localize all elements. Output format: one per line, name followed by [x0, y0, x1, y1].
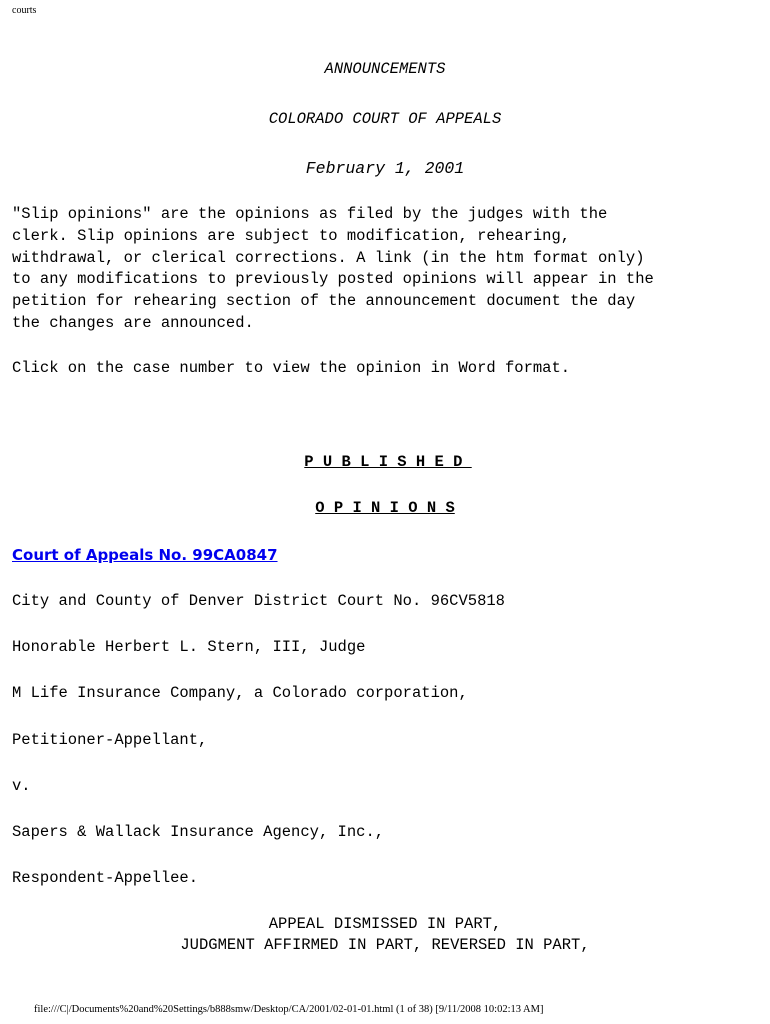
versus-line: v. — [12, 777, 31, 795]
case-number-link[interactable]: Court of Appeals No. 99CA0847 — [12, 546, 278, 564]
disposition-line-2: JUDGMENT AFFIRMED IN PART, REVERSED IN PART, — [180, 936, 590, 954]
announcements-title: ANNOUNCEMENTS — [324, 60, 446, 78]
petitioner-role-line: Petitioner-Appellant, — [12, 731, 208, 749]
page-footer: file:///C|/Documents%20and%20Settings/b888smw/Desktop/CA/2001/02-01-01.html (1 of 38) [9/11/2008 10:02:13 AM] — [34, 1004, 544, 1015]
court-title: COLORADO COURT OF APPEALS — [268, 110, 502, 128]
district-court-line: City and County of Denver District Court No. 96CV5818 — [12, 592, 505, 610]
disposition-line-1: APPEAL DISMISSED IN PART, — [268, 915, 502, 933]
opinions-heading: O P I N I O N S — [315, 499, 455, 517]
petitioner-line: M Life Insurance Company, a Colorado corporation, — [12, 684, 468, 702]
respondent-line: Sapers & Wallack Insurance Agency, Inc., — [12, 823, 385, 841]
instruction-text: Click on the case number to view the opinion in Word format. — [12, 359, 571, 377]
judge-line: Honorable Herbert L. Stern, III, Judge — [12, 638, 366, 656]
respondent-role-line: Respondent-Appellee. — [12, 869, 199, 887]
published-heading: P U B L I S H E D — [304, 453, 472, 471]
announcement-date: February 1, 2001 — [305, 159, 465, 178]
page-header-label: courts — [12, 5, 37, 16]
intro-paragraph: "Slip opinions" are the opinions as filed by the judges with the clerk. Slip opinions are subject to modification, rehearing, withdrawal, or clerical corrections. A link (in the htm format only) to any modifications to previously posted opinions will appear in the petition for rehearing section of the announcement document the day the changes are announced. — [12, 205, 654, 332]
